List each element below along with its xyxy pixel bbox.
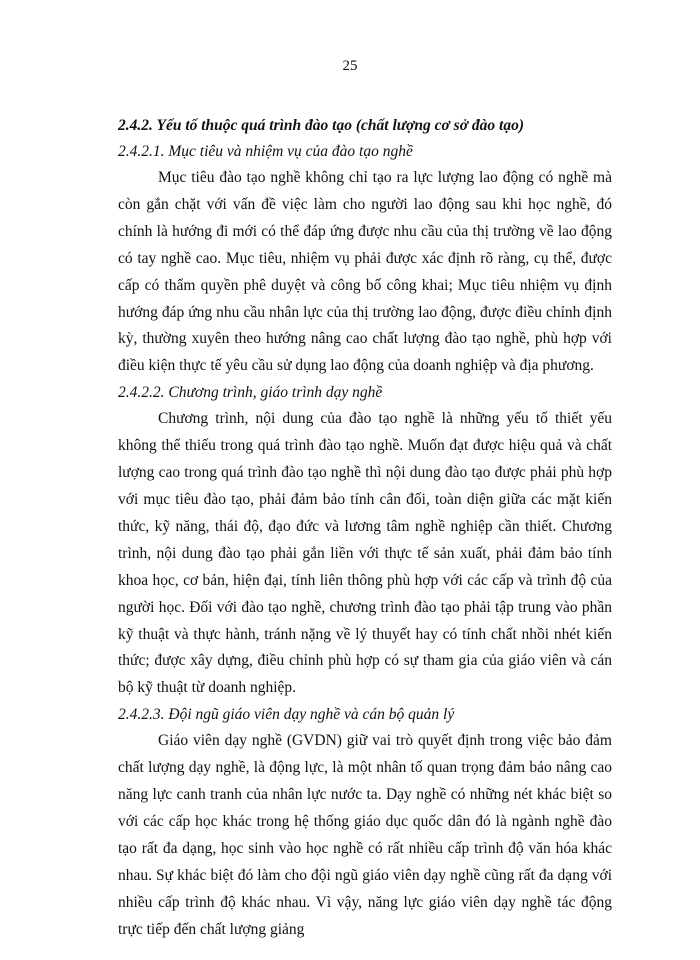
subsection-heading-teachers: 2.4.2.3. Đội ngũ giáo viên dạy nghề và cán bộ quản lý <box>118 706 455 724</box>
section-heading: 2.4.2. Yếu tố thuộc quá trình đào tạo (chất lượng cơ sở đào tạo) <box>118 117 524 134</box>
page-content <box>118 113 612 943</box>
subsection-heading-objectives: 2.4.2.1. Mục tiêu và nhiệm vụ của đào tạo nghề <box>118 143 413 160</box>
page-number: 25 <box>342 58 358 74</box>
paragraph-objectives: Mục tiêu đào tạo nghề không chỉ tạo ra lực lượng lao động có nghề mà còn gắn chặt với vấn đề việc làm cho người lao động sau khi học nghề, đó chính là hướng đi mới có thể đáp ứng được nhu cầu của thị trường về lao động có tay nghề cao. Mục tiêu, nhiệm vụ phải được xác định rõ ràng, cụ thể, được cấp có thẩm quyền phê duyệt và công bố công khai; Mục tiêu nhiệm vụ định hướng đáp ứng nhu cầu nhân lực của thị trường lao động, được điều chỉnh định kỳ, thường xuyên theo hướng nâng cao chất lượng đào tạo nghề, phù hợp với điều kiện thực tế yêu cầu sử dụng lao động của doanh nghiệp và địa phương. <box>118 169 612 375</box>
paragraph-curriculum: Chương trình, nội dung của đào tạo nghề là những yếu tố thiết yếu không thể thiếu trong quá trình đào tạo nghề. Muốn đạt được hiệu quả và chất lượng cao trong quá trình đào tạo nghề thì nội dung đào tạo được phải phù hợp với mục tiêu đào tạo, phải đảm bảo tính cân đối, toàn diện giữa các mặt kiến thức, kỹ năng, thái độ, đạo đức và lương tâm nghề nghiệp cần thiết. Chương trình, nội dung đào tạo phải gắn liền với thực tế sản xuất, phải đảm bảo tính khoa học, cơ bản, hiện đại, tính liên thông phù hợp với các cấp và trình độ của người học. Đối với đào tạo nghề, chương trình đào tạo phải tập trung vào phần kỹ thuật và thực hành, tránh nặng về lý thuyết hay có tính chất nhồi nhét kiến thức; được xây dựng, điều chỉnh phù hợp có sự tham gia của giáo viên và cán bộ kỹ thuật từ doanh nghiệp. <box>118 410 612 697</box>
paragraph-teachers: Giáo viên dạy nghề (GVDN) giữ vai trò quyết định trong việc bảo đảm chất lượng dạy nghề, là động lực, là một nhân tố quan trọng đảm bảo nâng cao năng lực canh tranh của nhân lực nước ta. Dạy nghề có những nét khác biệt so với các cấp học khác trong hệ thống giáo dục quốc dân đó là ngành nghề đào tạo rất đa dạng, học sinh vào học nghề có rất nhiều cấp trình độ văn hóa khác nhau. Sự khác biệt đó làm cho đội ngũ giáo viên dạy nghề cũng rất đa dạng với nhiều cấp trình độ khác nhau. Vì vậy, năng lực giáo viên dạy nghề tác động trực tiếp đến chất lượng giảng <box>118 732 612 938</box>
subsection-heading-curriculum: 2.4.2.2. Chương trình, giáo trình dạy nghề <box>118 384 383 402</box>
